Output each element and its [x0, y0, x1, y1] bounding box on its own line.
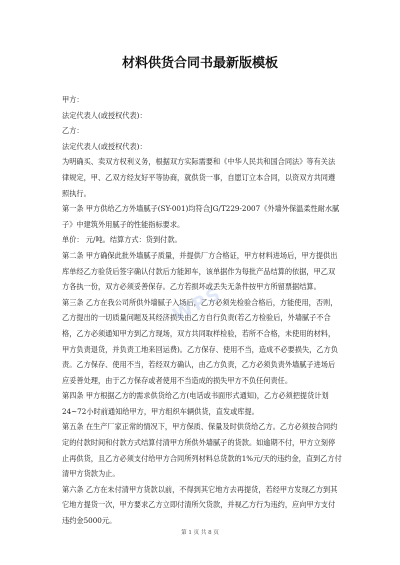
clause-6-paragraph: 第六条 乙方在未付清甲方货款以前，不得到其它地方去再提货，若经甲方发现乙方到其它地方提货一次，甲方要求乙方立即付清所欠货款，并视乙方行为违约，应向甲方支付违约金5000元。	[62, 484, 338, 526]
party-b-line: 乙方：	[62, 126, 84, 136]
preamble-paragraph: 为明确买、卖双方权利义务，根据双方实际需要和《中华人民共和国合同法》等有关法律规定，甲、乙双方经友好平等协商，就供货一事，自愿订立本合同，以资双方共同遵照执行。	[62, 157, 336, 198]
party-a-line: 甲方：	[62, 95, 84, 104]
clause-2-paragraph: 第二条 甲方确保此批外墙腻子质量，并提供厂方合格证，甲方材料进场后，甲方提供出库单经乙方验货后签字确认付款后方能卸车，该单据作为每批产品结算的依据，甲乙双方各执一份，双方必须妥善保存。乙方若损坏或丢失无条件按甲方所留票据结算。	[62, 250, 338, 292]
watermark: WPS	[169, 283, 226, 327]
party-b-representative-line: 法定代表人(或授权代表)：	[62, 141, 147, 151]
clause-1-paragraph: 第一条 甲方供给乙方外墙腻子(SY-001)均符合JG/T229-2007《外墙外保温柔性耐水腻子》中建筑外用腻子的性能指标要求。	[62, 204, 340, 229]
clause-4-paragraph: 第四条 甲方根据乙方的需求供货给乙方(电话或书面形式通知)，乙方必须把提货计划24~72小时前通知给甲方，甲方组织车辆供货，直发或库提。	[62, 391, 329, 416]
clause-5-paragraph: 第五条 在生产厂家正常的情况下，甲方保质、保量及时供货给乙方。乙方必须按合同约定的付款时间和付款方式结算付清甲方所供外墙腻子的货款。如逾期不付，甲方立刻停止再供货，且乙方必须支付给甲方合同所列材料总货款的1%元/天的违约金，直到乙方付清甲方货款为止。	[62, 422, 342, 479]
price-line: 单价： 元/吨。结算方式：货到付款。	[62, 235, 182, 245]
clause-3-paragraph: 第三条 乙方在我公司所供外墙腻子入场后，乙方必须先检验合格后，方能使用，否则，乙方提出的一切质量问题及其经济损失由乙方自行负责(若乙方检验后，外墙腻子不合格，乙方必须通知甲方到乙方现场，双方共同取样检验，若所不合格，未使用的材料，甲方负责退货，并负责工地来回运费)。乙方保存、使用不当，造成不必要损失，乙方负责。乙方保存、使用不当，若经双方确认，由乙方负责，乙方必须负责外墙腻子进场后应妥善处理，由于乙方保存或者使用不当造成的损失甲方不负任何责任。	[62, 297, 338, 385]
page-number: 第 1 页 共 8 页	[181, 530, 219, 536]
document-title: 材料供货合同书最新版模板	[121, 56, 278, 71]
party-a-representative-line: 法定代表人(或授权代表)：	[62, 110, 147, 120]
